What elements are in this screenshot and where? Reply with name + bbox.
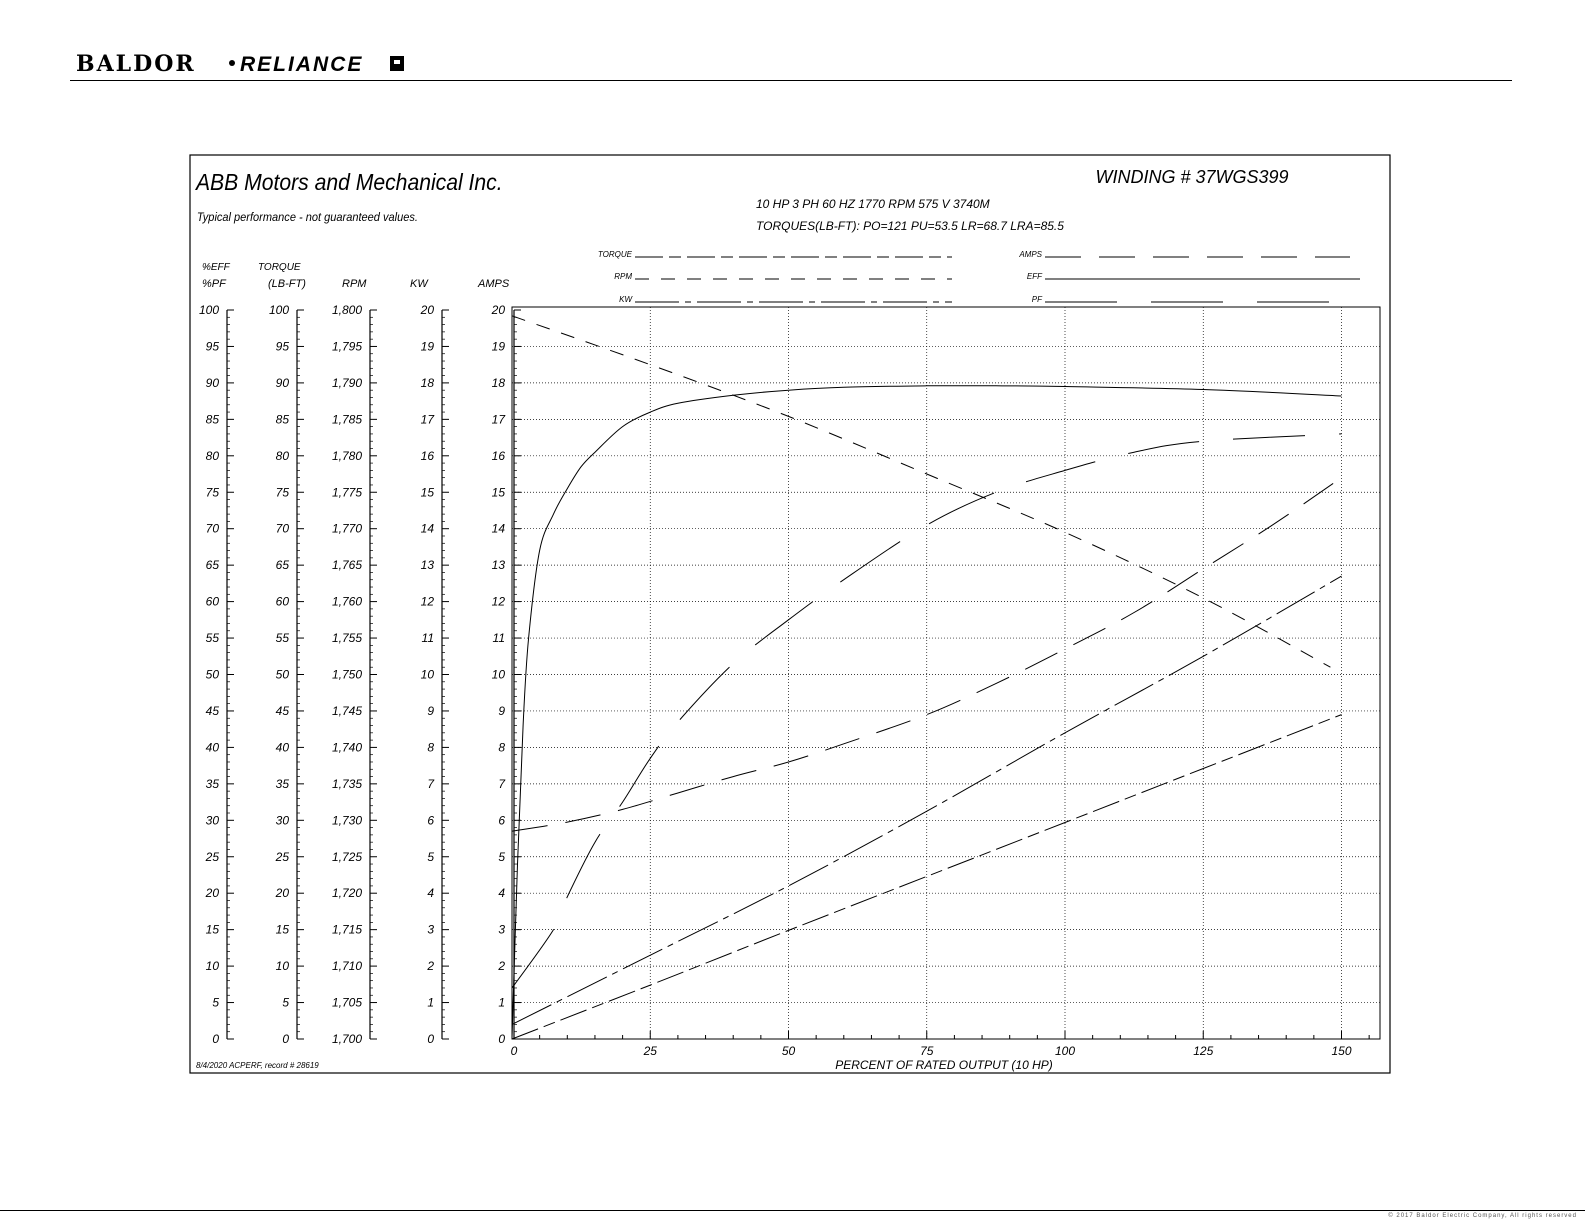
- scale-tick-label: 100: [268, 303, 289, 317]
- scale-tick-label: 95: [275, 339, 289, 354]
- scale-tick-label: 25: [275, 849, 289, 864]
- scale-tick-label: 9: [498, 703, 505, 718]
- scale-tick-label: 1,750: [331, 667, 362, 682]
- scale-tick-label: 35: [205, 776, 219, 791]
- scale-tick-label: 1,745: [331, 703, 362, 718]
- scale-tick-label: 1,770: [331, 521, 362, 536]
- scale-tick-label: 8: [498, 740, 505, 755]
- scale-tick-label: 11: [421, 631, 434, 646]
- scale-tick-label: 20: [420, 303, 434, 317]
- scale-tick-label: 19: [420, 339, 434, 354]
- scale-axis-4: [491, 303, 521, 1046]
- scale-tick-label: 8: [427, 740, 434, 755]
- brand-name-right: RELIANCE: [240, 53, 364, 76]
- scale-tick-label: 1,780: [331, 448, 362, 463]
- scale-tick-label: 15: [491, 485, 505, 500]
- scale-tick-label: 0: [498, 1032, 505, 1046]
- scale-tick-label: 16: [420, 448, 434, 463]
- scale-tick-label: 6: [498, 813, 505, 828]
- scale-tick-label: 1,730: [331, 813, 362, 828]
- scale-tick-label: 2: [427, 959, 434, 974]
- x-tick-label: 100: [1054, 1044, 1076, 1058]
- brand-name-left: BALDOR: [76, 51, 196, 76]
- scale-tick-label: 15: [420, 485, 434, 500]
- axis-header-top: TORQUE: [258, 262, 301, 273]
- scale-tick-label: 1,795: [331, 339, 362, 354]
- plot-area: [512, 307, 1380, 1039]
- scale-tick-label: 85: [275, 412, 289, 427]
- scale-tick-label: 65: [205, 558, 219, 573]
- axis-header-bottom: KW: [410, 278, 428, 290]
- scale-tick-label: 5: [427, 849, 434, 864]
- scale-tick-label: 4: [498, 886, 505, 901]
- scale-tick-label: 85: [205, 412, 219, 427]
- scale-tick-label: 25: [205, 849, 219, 864]
- scale-tick-label: 10: [491, 667, 505, 682]
- legend-label-eff: EFF: [1026, 272, 1042, 281]
- scale-tick-label: 1,725: [331, 849, 362, 864]
- x-tick-label: 125: [1193, 1044, 1214, 1058]
- scale-tick-label: 19: [491, 339, 505, 354]
- scale-tick-label: 1,785: [331, 412, 362, 427]
- series-rpm: [512, 316, 1330, 667]
- scale-tick-label: 5: [282, 995, 289, 1010]
- disclaimer: Typical performance - not guaranteed values.: [196, 211, 418, 225]
- scale-tick-label: 6: [427, 813, 434, 828]
- x-axis-label: PERCENT OF RATED OUTPUT (10 HP): [835, 1058, 1053, 1072]
- scale-tick-label: 20: [205, 886, 219, 901]
- company-name: ABB Motors and Mechanical Inc.: [195, 169, 503, 196]
- scale-tick-label: 18: [420, 375, 434, 390]
- scale-tick-label: 70: [275, 521, 289, 536]
- axis-header-bottom: RPM: [342, 278, 367, 290]
- scale-tick-label: 1,740: [331, 740, 362, 755]
- scale-tick-label: 55: [275, 631, 289, 646]
- scale-tick-label: 60: [275, 594, 289, 609]
- scale-tick-label: 1,765: [331, 558, 362, 573]
- scale-tick-label: 10: [275, 959, 289, 974]
- scale-tick-label: 65: [275, 558, 289, 573]
- scale-tick-label: 3: [427, 922, 434, 937]
- x-tick-label: 50: [781, 1044, 796, 1058]
- scale-tick-label: 1,710: [331, 959, 362, 974]
- scale-tick-label: 1,700: [331, 1032, 362, 1046]
- scale-tick-label: 50: [205, 667, 219, 682]
- scale-tick-label: 5: [498, 849, 505, 864]
- scale-tick-label: 10: [205, 959, 219, 974]
- legend-label-torque: TORQUE: [597, 250, 632, 259]
- scale-axis-3: [420, 303, 449, 1046]
- scale-tick-label: 1: [498, 995, 505, 1010]
- scale-tick-label: 4: [427, 886, 434, 901]
- scale-tick-label: 35: [275, 776, 289, 791]
- scale-tick-label: 1: [427, 995, 434, 1010]
- scale-tick-label: 1,790: [331, 375, 362, 390]
- scale-tick-label: 60: [205, 594, 219, 609]
- scale-tick-label: 40: [205, 740, 219, 755]
- axis-header-top: %EFF: [202, 262, 230, 273]
- x-tick-label: 25: [643, 1044, 657, 1058]
- gridlines: [512, 307, 1380, 1039]
- scale-tick-label: 0: [212, 1032, 219, 1046]
- scale-tick-label: 1,755: [331, 631, 362, 646]
- scale-tick-label: 12: [420, 594, 434, 609]
- scale-tick-label: 45: [205, 703, 219, 718]
- scale-tick-label: 95: [205, 339, 219, 354]
- scale-tick-label: 13: [491, 558, 505, 573]
- scale-tick-label: 1,715: [331, 922, 362, 937]
- scale-tick-label: 12: [491, 594, 505, 609]
- axis-header-bottom: (LB-FT): [268, 278, 306, 290]
- scale-tick-label: 10: [420, 667, 434, 682]
- scale-tick-label: 50: [275, 667, 289, 682]
- scale-tick-label: 0: [427, 1032, 434, 1046]
- scale-tick-label: 80: [205, 448, 219, 463]
- axis-header-bottom: AMPS: [478, 278, 510, 290]
- scale-tick-label: 1,720: [331, 886, 362, 901]
- scale-tick-label: 16: [491, 448, 505, 463]
- scale-tick-label: 1,775: [331, 485, 362, 500]
- scale-tick-label: 75: [275, 485, 289, 500]
- scale-tick-label: 0: [282, 1032, 289, 1046]
- scale-tick-label: 30: [205, 813, 219, 828]
- scale-tick-label: 100: [198, 303, 219, 317]
- scale-tick-label: 2: [498, 959, 505, 974]
- scale-tick-label: 20: [491, 303, 505, 317]
- scale-tick-label: 7: [498, 776, 505, 791]
- specs-line-2: TORQUES(LB-FT): PO=121 PU=53.5 LR=68.7 LRA=85.5: [756, 219, 1064, 233]
- scale-tick-label: 70: [205, 521, 219, 536]
- scale-tick-label: 90: [205, 375, 219, 390]
- scale-tick-label: 5: [212, 995, 219, 1010]
- legend-label-amps: AMPS: [1019, 250, 1042, 259]
- scale-tick-label: 13: [420, 558, 434, 573]
- scale-tick-label: 45: [275, 703, 289, 718]
- x-tick-label: 75: [920, 1044, 934, 1058]
- scale-tick-label: 15: [205, 922, 219, 937]
- scale-tick-label: 1,735: [331, 776, 362, 791]
- scale-tick-label: 9: [427, 703, 434, 718]
- footer-note: © 2017 Baldor Electric Company, All rights reserved: [1388, 1213, 1577, 1219]
- scale-tick-label: 14: [420, 521, 434, 536]
- scale-axis-1: [269, 303, 304, 1046]
- scale-axis-0: [199, 303, 234, 1046]
- scale-tick-label: 7: [427, 776, 434, 791]
- axis-header-bottom: %PF: [202, 278, 226, 290]
- scale-tick-label: 80: [275, 448, 289, 463]
- scale-tick-label: 17: [420, 412, 434, 427]
- record-note: 8/4/2020 ACPERF, record # 28619: [196, 1061, 319, 1070]
- winding-number: WINDING # 37WGS399: [1095, 167, 1289, 187]
- scale-tick-label: 1,760: [331, 594, 362, 609]
- scale-tick-label: 15: [275, 922, 289, 937]
- x-tick-label: 150: [1331, 1044, 1352, 1058]
- scale-tick-label: 18: [491, 375, 505, 390]
- scale-tick-label: 75: [205, 485, 219, 500]
- scale-tick-label: 1,800: [331, 303, 362, 317]
- legend-label-kw: KW: [619, 295, 632, 304]
- scale-tick-label: 11: [492, 631, 505, 646]
- scale-tick-label: 17: [491, 412, 505, 427]
- specs-line-1: 10 HP 3 PH 60 HZ 1770 RPM 575 V 3740M: [756, 197, 990, 211]
- scale-tick-label: 1,705: [331, 995, 362, 1010]
- scale-tick-label: 55: [205, 631, 219, 646]
- scale-tick-label: 14: [491, 521, 505, 536]
- legend-label-pf: PF: [1031, 295, 1042, 304]
- x-tick-label: 0: [510, 1044, 518, 1058]
- scale-tick-label: 3: [498, 922, 505, 937]
- scale-axis-2: [332, 303, 377, 1046]
- scale-tick-label: 90: [275, 375, 289, 390]
- scale-tick-label: 20: [275, 886, 289, 901]
- scale-tick-label: 30: [275, 813, 289, 828]
- legend-label-rpm: RPM: [614, 272, 632, 281]
- scale-tick-label: 40: [275, 740, 289, 755]
